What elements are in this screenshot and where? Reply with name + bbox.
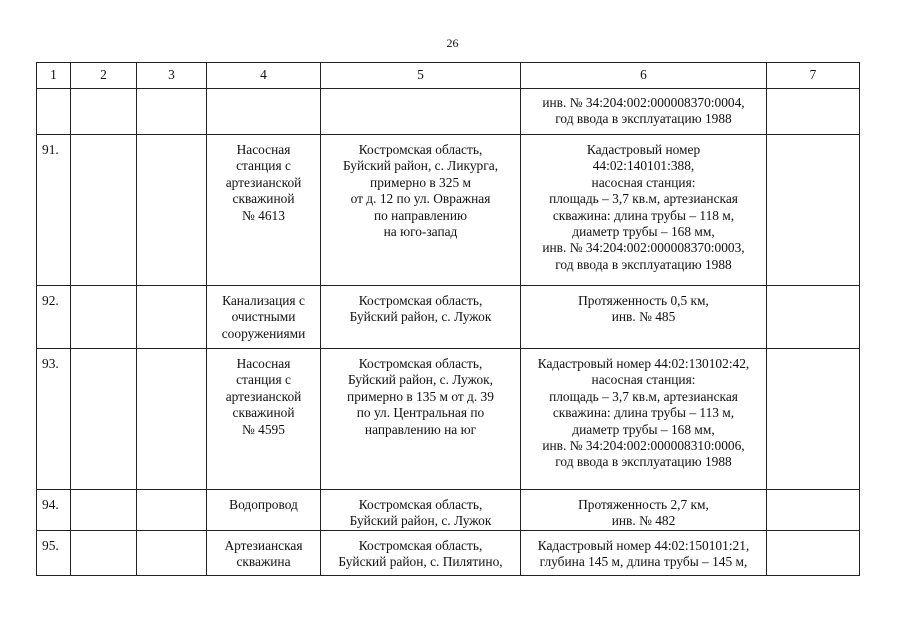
object-name-cell-line: очистными	[231, 309, 296, 325]
table-row	[37, 349, 860, 490]
object-name-cell	[207, 531, 321, 576]
address-cell-line: по ул. Центральная по	[356, 405, 485, 421]
object-name-cell-line: Насосная	[236, 142, 291, 157]
object-name-cell-line: Канализация с	[222, 293, 305, 308]
object-name-cell-line: скважина	[236, 554, 291, 570]
col7-cell	[767, 286, 860, 349]
address-cell	[321, 135, 521, 286]
address-cell-line: Буйский район, с. Ликурга,	[342, 158, 499, 174]
object-name-cell-line: артезианской	[225, 174, 302, 190]
address-cell-line: примерно в 135 м от д. 39	[347, 388, 494, 404]
details-cell	[521, 490, 767, 531]
column-header: 2	[71, 63, 137, 89]
address-cell-line: на юго-запад	[383, 224, 458, 240]
details-cell-line: Кадастровый номер	[586, 142, 701, 157]
object-name-cell-line: станция с	[236, 372, 291, 388]
col7-cell	[767, 135, 860, 286]
address-cell-line: Костромская область,	[358, 538, 483, 553]
details-cell-line: 44:02:140101:388,	[592, 158, 695, 174]
address-cell	[321, 490, 521, 531]
col2-cell	[71, 531, 137, 576]
details-cell-line: инв. № 34:204:002:000008310:0006,	[542, 438, 745, 454]
col2-cell	[71, 286, 137, 349]
details-cell-line: инв. № 485	[611, 309, 676, 325]
address-cell-line: Костромская область,	[358, 142, 483, 157]
details-cell-line: глубина 145 м, длина трубы – 145 м,	[539, 554, 748, 570]
details-cell-line: скважина: длина трубы – 113 м,	[552, 405, 735, 421]
object-name-cell	[207, 135, 321, 286]
column-header: 1	[37, 63, 71, 89]
column-header: 5	[321, 63, 521, 89]
column-header: 4	[207, 63, 321, 89]
row-number-cell: 91.	[37, 135, 71, 286]
row-number-cell: 95.	[37, 531, 71, 576]
object-name-cell-line: № 4595	[242, 421, 285, 437]
registry-table	[36, 62, 860, 576]
col3-cell	[137, 349, 207, 490]
object-name-cell-line: скважиной	[232, 191, 295, 207]
details-cell	[521, 531, 767, 576]
row-number-cell	[37, 89, 71, 135]
details-cell-line: Кадастровый номер 44:02:130102:42,	[537, 356, 750, 371]
table-row	[37, 531, 860, 576]
details-cell-line: год ввода в эксплуатацию 1988	[555, 256, 732, 272]
column-header: 6	[521, 63, 767, 89]
address-cell-line: направлению на юг	[364, 421, 477, 437]
col7-cell	[767, 490, 860, 531]
row-number-cell: 94.	[37, 490, 71, 531]
address-cell-line: Буйский район, с. Лужок,	[347, 372, 494, 388]
table-row	[37, 286, 860, 349]
details-cell-line: насосная станция:	[591, 372, 696, 388]
details-cell-line: Протяженность 0,5 км,	[578, 293, 709, 308]
address-cell-line: от д. 12 по ул. Овражная	[350, 191, 491, 207]
address-cell-line: Костромская область,	[358, 356, 483, 371]
page-number: 26	[446, 36, 459, 50]
details-cell	[521, 349, 767, 490]
col3-cell	[137, 89, 207, 135]
details-cell	[521, 286, 767, 349]
object-name-cell	[207, 490, 321, 531]
address-cell-line: Буйский район, с. Пилятино,	[338, 554, 503, 570]
address-cell	[321, 531, 521, 576]
col2-cell	[71, 490, 137, 531]
details-cell	[521, 135, 767, 286]
col7-cell	[767, 531, 860, 576]
col7-cell	[767, 89, 860, 135]
object-name-cell-line: станция с	[236, 158, 291, 174]
details-cell-line: инв. № 482	[611, 513, 676, 529]
object-name-cell-line: Артезианская	[224, 538, 303, 553]
address-cell-line: Буйский район, с. Лужок	[349, 513, 492, 529]
col3-cell	[137, 531, 207, 576]
object-name-cell-line: скважиной	[232, 405, 295, 421]
address-cell-line: Костромская область,	[358, 293, 483, 308]
address-cell-line: Буйский район, с. Лужок	[349, 309, 492, 325]
col2-cell	[71, 349, 137, 490]
details-cell-line: Протяженность 2,7 км,	[578, 497, 709, 512]
details-cell-line: насосная станция:	[591, 174, 696, 190]
object-name-cell-line: Насосная	[236, 356, 291, 371]
address-cell-line: Костромская область,	[358, 497, 483, 512]
details-cell	[521, 89, 767, 135]
col3-cell	[137, 286, 207, 349]
column-header: 7	[767, 63, 860, 89]
object-name-cell	[207, 286, 321, 349]
col2-cell	[71, 89, 137, 135]
object-name-cell-line: № 4613	[242, 207, 285, 223]
col2-cell	[71, 135, 137, 286]
details-cell-line: скважина: длина трубы – 118 м,	[552, 207, 735, 223]
details-cell-line: диаметр трубы – 168 мм,	[572, 224, 715, 240]
details-cell-line: диаметр трубы – 168 мм,	[572, 421, 715, 437]
table-row	[37, 490, 860, 531]
address-cell	[321, 349, 521, 490]
table-row	[37, 135, 860, 286]
row-number-cell: 92.	[37, 286, 71, 349]
details-cell-line: площадь – 3,7 кв.м, артезианская	[549, 191, 738, 207]
details-cell-line: инв. № 34:204:002:000008370:0004,	[542, 95, 745, 110]
address-cell-line: по направлению	[373, 207, 468, 223]
details-cell-line: Кадастровый номер 44:02:150101:21,	[537, 538, 750, 553]
object-name-cell-line: Водопровод	[229, 497, 298, 512]
details-cell-line: инв. № 34:204:002:000008370:0003,	[542, 240, 745, 256]
object-name-cell-line: сооружениями	[221, 325, 306, 341]
column-header: 3	[137, 63, 207, 89]
address-cell	[321, 89, 521, 135]
details-cell-line: год ввода в эксплуатацию 1988	[555, 454, 732, 470]
col3-cell	[137, 490, 207, 531]
details-cell-line: площадь – 3,7 кв.м, артезианская	[549, 388, 738, 404]
table-row	[37, 89, 860, 135]
header-row	[37, 63, 860, 89]
address-cell-line: примерно в 325 м	[370, 174, 471, 190]
object-name-cell	[207, 89, 321, 135]
object-name-cell	[207, 349, 321, 490]
object-name-cell-line: артезианской	[225, 388, 302, 404]
address-cell	[321, 286, 521, 349]
col3-cell	[137, 135, 207, 286]
col7-cell	[767, 349, 860, 490]
details-cell-line: год ввода в эксплуатацию 1988	[555, 111, 732, 127]
row-number-cell: 93.	[37, 349, 71, 490]
